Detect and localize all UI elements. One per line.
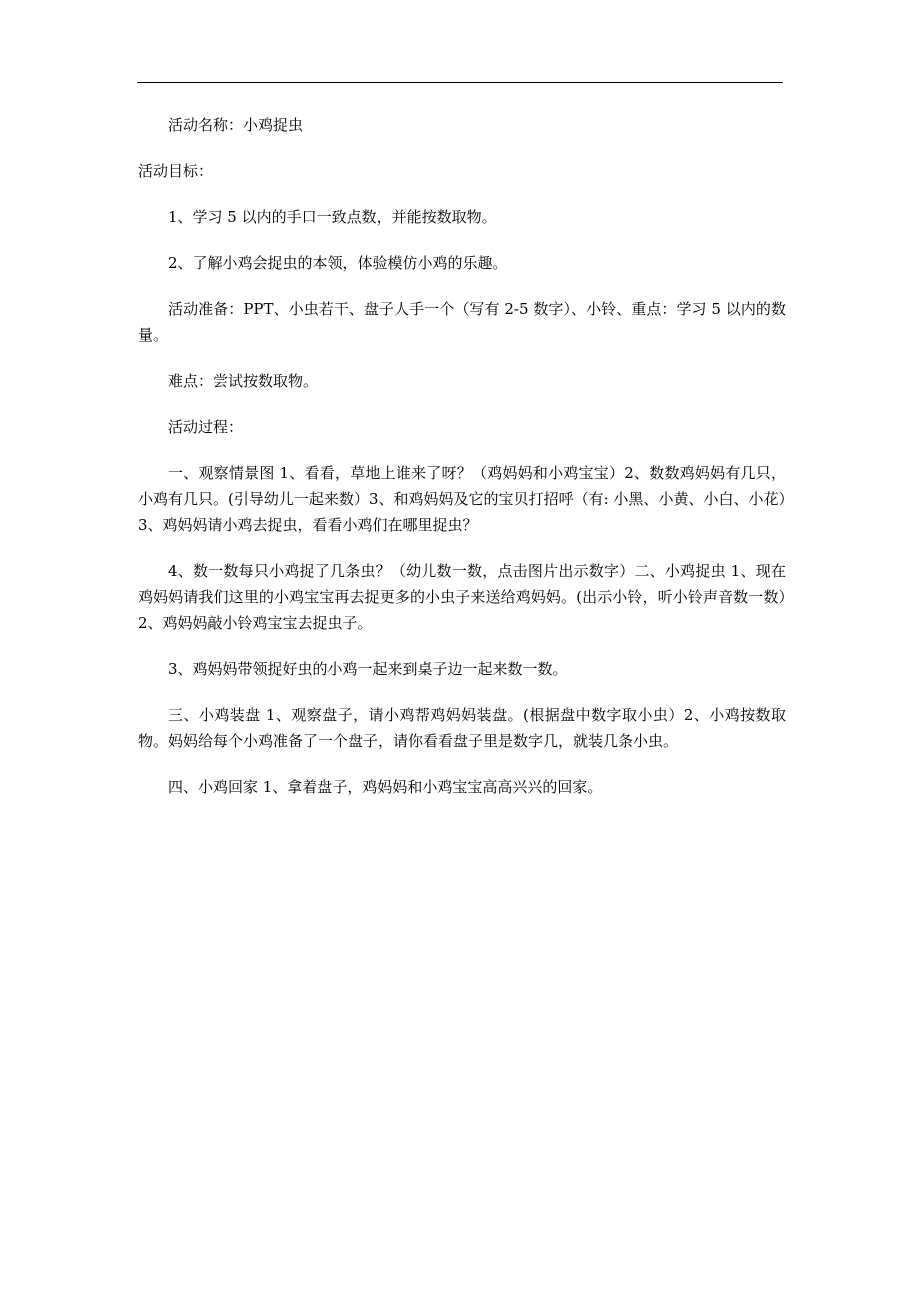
process-heading: 活动过程： xyxy=(168,418,244,436)
step-2: 4、数一数每只小鸡捉了几条虫？（幼儿数一数，点击图片出示数字）二、小鸡捉虫 1、现在鸡妈妈请我们这里的小鸡宝宝再去捉更多的小虫子来送给鸡妈妈。(出示小铃，听小铃声音数一数）2、鸡妈妈敲小铃鸡宝宝去捉虫子。 xyxy=(138,562,786,632)
document-body xyxy=(138,112,786,820)
activity-name: 活动名称：小鸡捉虫 xyxy=(168,116,304,134)
goal-1: 1、学习 5 以内的手口一致点数，并能按数取物。 xyxy=(168,208,497,226)
step-5: 四、小鸡回家 1、拿着盘子，鸡妈妈和小鸡宝宝高高兴兴的回家。 xyxy=(168,778,603,796)
header-rule xyxy=(137,82,783,83)
goal-2: 2、了解小鸡会捉虫的本领，体验模仿小鸡的乐趣。 xyxy=(168,254,508,272)
goals-heading: 活动目标： xyxy=(138,162,214,180)
step-1: 一、观察情景图 1、看看，草地上谁来了呀？（鸡妈妈和小鸡宝宝）2、数数鸡妈妈有几只，小鸡有几只。(引导幼儿一起来数）3、和鸡妈妈及它的宝贝打招呼（有: 小黑、小黄、小白、小花）3、鸡妈妈请小鸡去捉虫，看看小鸡们在哪里捉虫？ xyxy=(138,464,786,534)
difficulty: 难点：尝试按数取物。 xyxy=(168,372,319,390)
step-3: 3、鸡妈妈带领捉好虫的小鸡一起来到桌子边一起来数一数。 xyxy=(168,660,568,678)
preparation: 活动准备：PPT、小虫若干、盘子人手一个（写有 2-5 数字）、小铃、重点：学习 5 以内的数量。 xyxy=(138,300,786,344)
step-4: 三、小鸡装盘 1、观察盘子，请小鸡帮鸡妈妈装盘。(根据盘中数字取小虫）2、小鸡按数取物。妈妈给每个小鸡准备了一个盘子，请你看看盘子里是数字几，就装几条小虫。 xyxy=(138,706,786,750)
